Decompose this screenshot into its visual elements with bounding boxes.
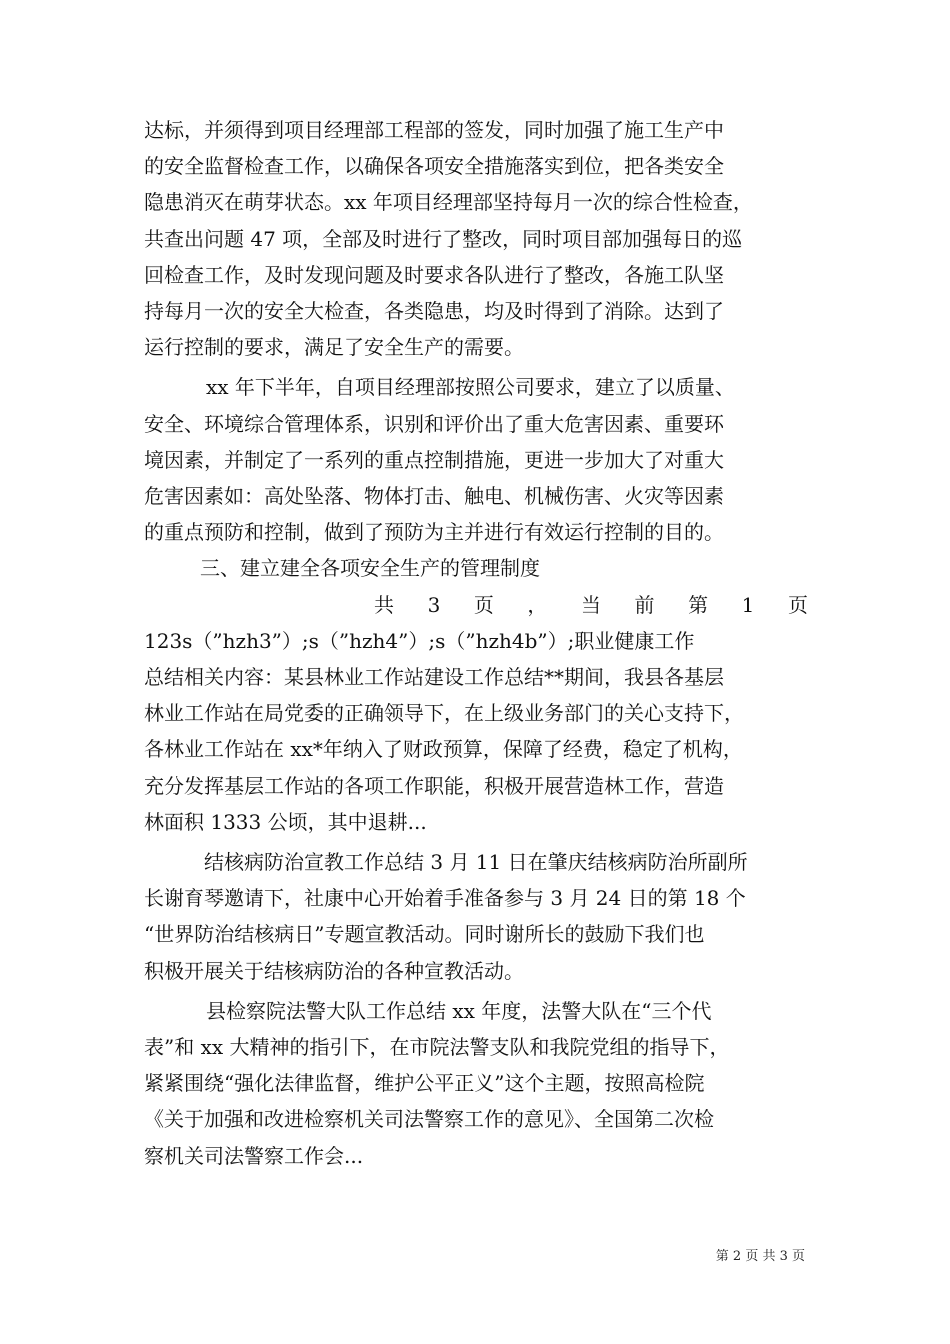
text-line: 持每月一次的安全大检查，各类隐患，均及时得到了消除。达到了 bbox=[144, 299, 724, 324]
text-line: 危害因素如：高处坠落、物体打击、触电、机械伤害、火灾等因素 bbox=[144, 484, 724, 509]
text-line: 林面积 1333 公顷，其中退耕... bbox=[144, 809, 427, 834]
text-line: 各林业工作站在 xx*年纳入了财政预算，保障了经费，稳定了机构， bbox=[144, 737, 743, 762]
related-content bbox=[144, 623, 808, 840]
paragraph-safety-inspection bbox=[144, 112, 808, 365]
text-line: 安全、环境综合管理体系，识别和评价出了重大危害因素、重要环 bbox=[144, 411, 724, 436]
document-body bbox=[144, 112, 808, 1174]
text-line: 运行控制的要求，满足了安全生产的需要。 bbox=[144, 335, 524, 360]
paragraph-management-system bbox=[144, 369, 808, 550]
page-indicator-char: 第 bbox=[688, 592, 709, 617]
text-line: 察机关司法警察工作会... bbox=[144, 1143, 364, 1168]
text-line: 积极开展关于结核病防治的各种宣教活动。 bbox=[144, 958, 524, 983]
page-indicator-char: 前 bbox=[634, 592, 655, 617]
page-indicator-char: ， bbox=[527, 592, 548, 617]
paragraph-court-police bbox=[144, 993, 808, 1174]
page-indicator-char: 页 bbox=[787, 592, 808, 617]
text-line: 123s（”hzh3”）;s（”hzh4”）;s（”hzh4b”）;职业健康工作 bbox=[144, 628, 695, 653]
text-line: 紧紧围绕“强化法律监督，维护公平正义”这个主题，按照高检院 bbox=[144, 1071, 705, 1096]
text-line: xx 年下半年，自项目经理部按照公司要求，建立了以质量、 bbox=[206, 375, 735, 400]
text-line: 的重点预防和控制，做到了预防为主并进行有效运行控制的目的。 bbox=[144, 520, 724, 545]
text-line: 隐患消灭在萌芽状态。xx 年项目经理部坚持每月一次的综合性检查， bbox=[144, 190, 753, 215]
inline-page-indicator bbox=[144, 587, 808, 623]
text-line: 林业工作站在局党委的正确领导下，在上级业务部门的关心支持下， bbox=[144, 701, 744, 726]
text-line: 的安全监督检查工作，以确保各项安全措施落实到位，把各类安全 bbox=[144, 154, 724, 179]
text-line: 充分发挥基层工作站的各项工作职能，积极开展营造林工作，营造 bbox=[144, 773, 724, 798]
section-heading: 三、建立建全各项安全生产的管理制度 bbox=[200, 556, 540, 581]
text-line: 境因素，并制定了一系列的重点控制措施，更进一步加大了对重大 bbox=[144, 447, 724, 472]
page-indicator-char: 共 bbox=[374, 592, 394, 617]
text-line: 表”和 xx 大精神的指引下，在市院法警支队和我院党组的指导下， bbox=[144, 1035, 730, 1060]
page-footer: 第 2 页 共 3 页 bbox=[715, 1249, 805, 1264]
text-line: “世界防治结核病日”专题宣教活动。同时谢所长的鼓励下我们也 bbox=[144, 922, 705, 947]
paragraph-tuberculosis bbox=[144, 844, 808, 989]
text-line: 长谢育琴邀请下，社康中心开始着手准备参与 3 月 24 日的第 18 个 bbox=[144, 886, 746, 911]
text-line: 结核病防治宣教工作总结 3 月 11 日在肇庆结核病防治所副所 bbox=[204, 850, 748, 875]
page-indicator-char: 当 bbox=[580, 592, 601, 617]
page-indicator-char: 3 bbox=[427, 592, 441, 617]
text-line: 共查出问题 47 项，全部及时进行了整改，同时项目部加强每日的巡 bbox=[144, 226, 743, 251]
text-line: 《关于加强和改进检察机关司法警察工作的意见》、全国第二次检 bbox=[144, 1107, 714, 1132]
text-line: 总结相关内容：某县林业工作站建设工作总结**期间，我县各基层 bbox=[144, 665, 724, 690]
page-indicator-char: 1 bbox=[741, 592, 755, 617]
text-line: 回检查工作，及时发现问题及时要求各队进行了整改，各施工队坚 bbox=[144, 262, 724, 287]
page-indicator-char: 页 bbox=[473, 592, 494, 617]
text-line: 达标，并须得到项目经理部工程部的签发，同时加强了施工生产中 bbox=[144, 118, 724, 142]
text-line: 县检察院法警大队工作总结 xx 年度，法警大队在“三个代 bbox=[206, 998, 712, 1023]
